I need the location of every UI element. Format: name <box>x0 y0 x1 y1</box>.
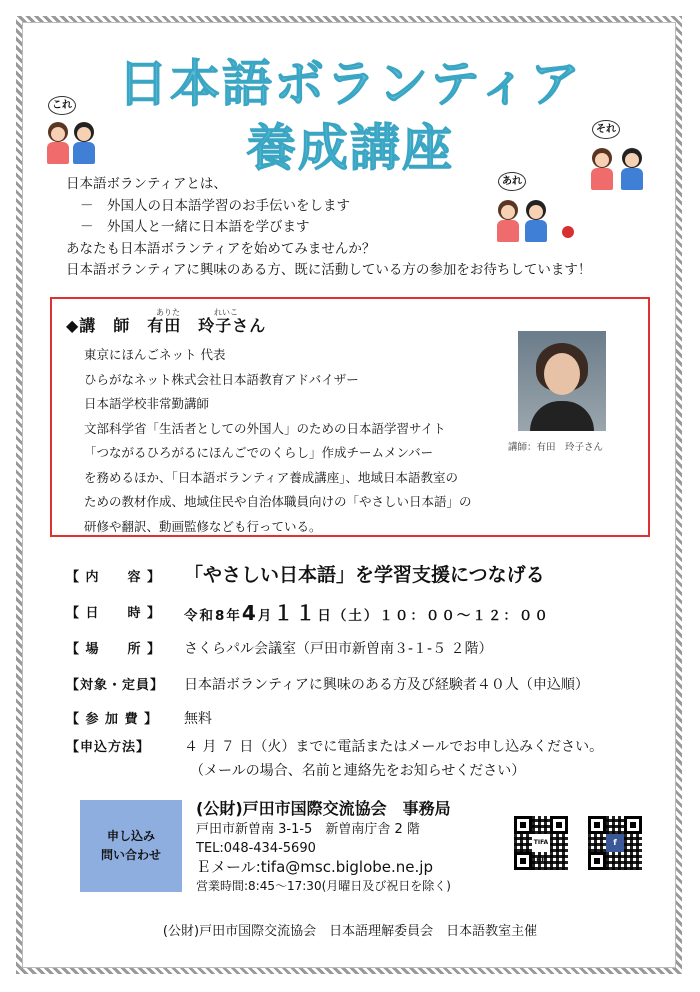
bio-line: ための教材作成、地域住民や自治体職員向けの「やさしい日本語」の <box>84 494 472 509</box>
address: 戸田市新曽南 3-1-5 新曽南庁舎 2 階 <box>196 822 420 837</box>
intro-line: 日本語ボランティアに興味のある方、既に活動している方の参加をお待ちしています！ <box>66 262 592 278</box>
bio-line: 日本語学校非常勤講師 <box>84 396 210 411</box>
photo-caption: 講師：有田 玲子さん <box>508 442 604 453</box>
target-value: 日本語ボランティアに興味のある方及び経験者４０人（申込順） <box>184 677 589 693</box>
business-hours: 営業時間:8:45～17:30(月曜日及び祝日を除く) <box>196 879 451 893</box>
title-line-2: 養成講座 <box>246 119 454 177</box>
intro-line: あなたも日本語ボランティアを始めてみませんか？ <box>66 240 376 257</box>
lecturer-photo <box>518 331 606 431</box>
qr-code-hp[interactable] <box>514 816 568 870</box>
fee-value: 無料 <box>184 711 212 727</box>
content-value: 「やさしい日本語」を学習支援につなげる <box>184 564 545 586</box>
intro-line: － 外国人の日本語学習のお手伝いをします <box>80 197 350 214</box>
contact-box <box>80 800 182 892</box>
bio-line: 文部科学省「生活者としての外国人」のための日本語学習サイト <box>84 420 446 436</box>
facebook-icon: f <box>606 834 624 852</box>
kids-illustration-left <box>44 96 102 176</box>
date-label: 【 日 時 】 <box>66 606 162 621</box>
bio-line: 研修や翻訳、動画監修なども行っている。 <box>84 518 322 534</box>
date-value: 令和8年4月１１日（土）１０：００～１２：００ <box>184 601 550 625</box>
title-line-1: 日本語ボランティア <box>118 55 582 113</box>
qr-hp-label: TIFA HP <box>532 834 550 852</box>
qr-code-facebook[interactable] <box>588 816 642 870</box>
bio-line: を務めるほか、「日本語ボランティア養成講座」、地域日本語教室の <box>84 469 459 485</box>
org-name: (公財)戸田市国際交流協会 事務局 <box>196 799 451 818</box>
apply-label: 【申込方法】 <box>66 740 151 755</box>
lecturer-heading: ◆講 師 有田 玲子さん <box>66 316 267 335</box>
apply-note: （メールの場合、名前と連絡先をお知らせください） <box>190 763 526 779</box>
contact-box-line: 問い合わせ <box>100 848 161 862</box>
target-label: 【対象・定員】 <box>66 678 165 693</box>
ruby-family-name: ありた <box>156 308 180 317</box>
lecturer-bio <box>84 343 472 539</box>
tel: TEL:048-434-5690 <box>196 841 316 856</box>
place-label: 【 場 所 】 <box>66 642 162 657</box>
bio-line: 「つながるひろがるにほんごでのくらし」作成チームメンバー <box>84 445 434 460</box>
speech-bubble-are: あれ <box>498 172 526 191</box>
email[interactable]: Ｅメール:tifa@msc.biglobe.ne.jp <box>196 858 433 876</box>
intro-text <box>66 174 591 282</box>
kids-illustration-right <box>590 120 652 200</box>
contact-info <box>196 820 451 896</box>
contact-box-line: 申し込み <box>106 829 155 843</box>
bio-line: ひらがなネット株式会社日本語教育アドバイザー <box>84 371 359 387</box>
fee-label: 【 参 加 費 】 <box>66 712 159 727</box>
lecturer-box <box>50 297 650 537</box>
apply-value: ４ 月 ７ 日（火）までに電話またはメールでお申し込みください。 <box>184 739 604 755</box>
intro-line: 日本語ボランティアとは、 <box>66 176 227 192</box>
footer-organizer: (公財)戸田市国際交流協会 日本語理解委員会 日本語教室主催 <box>162 924 538 939</box>
speech-bubble-sore: それ <box>592 120 620 139</box>
place-value: さくらパル会議室（戸田市新曽南３-１-５ ２階） <box>184 641 493 657</box>
content-label: 【 内 容 】 <box>66 570 162 585</box>
intro-line: － 外国人と一緒に日本語を学びます <box>80 219 310 235</box>
speech-bubble-kore: これ <box>48 96 76 115</box>
ruby-given-name: れいこ <box>214 308 238 317</box>
bio-line: 東京にほんごネット 代表 <box>84 347 226 362</box>
